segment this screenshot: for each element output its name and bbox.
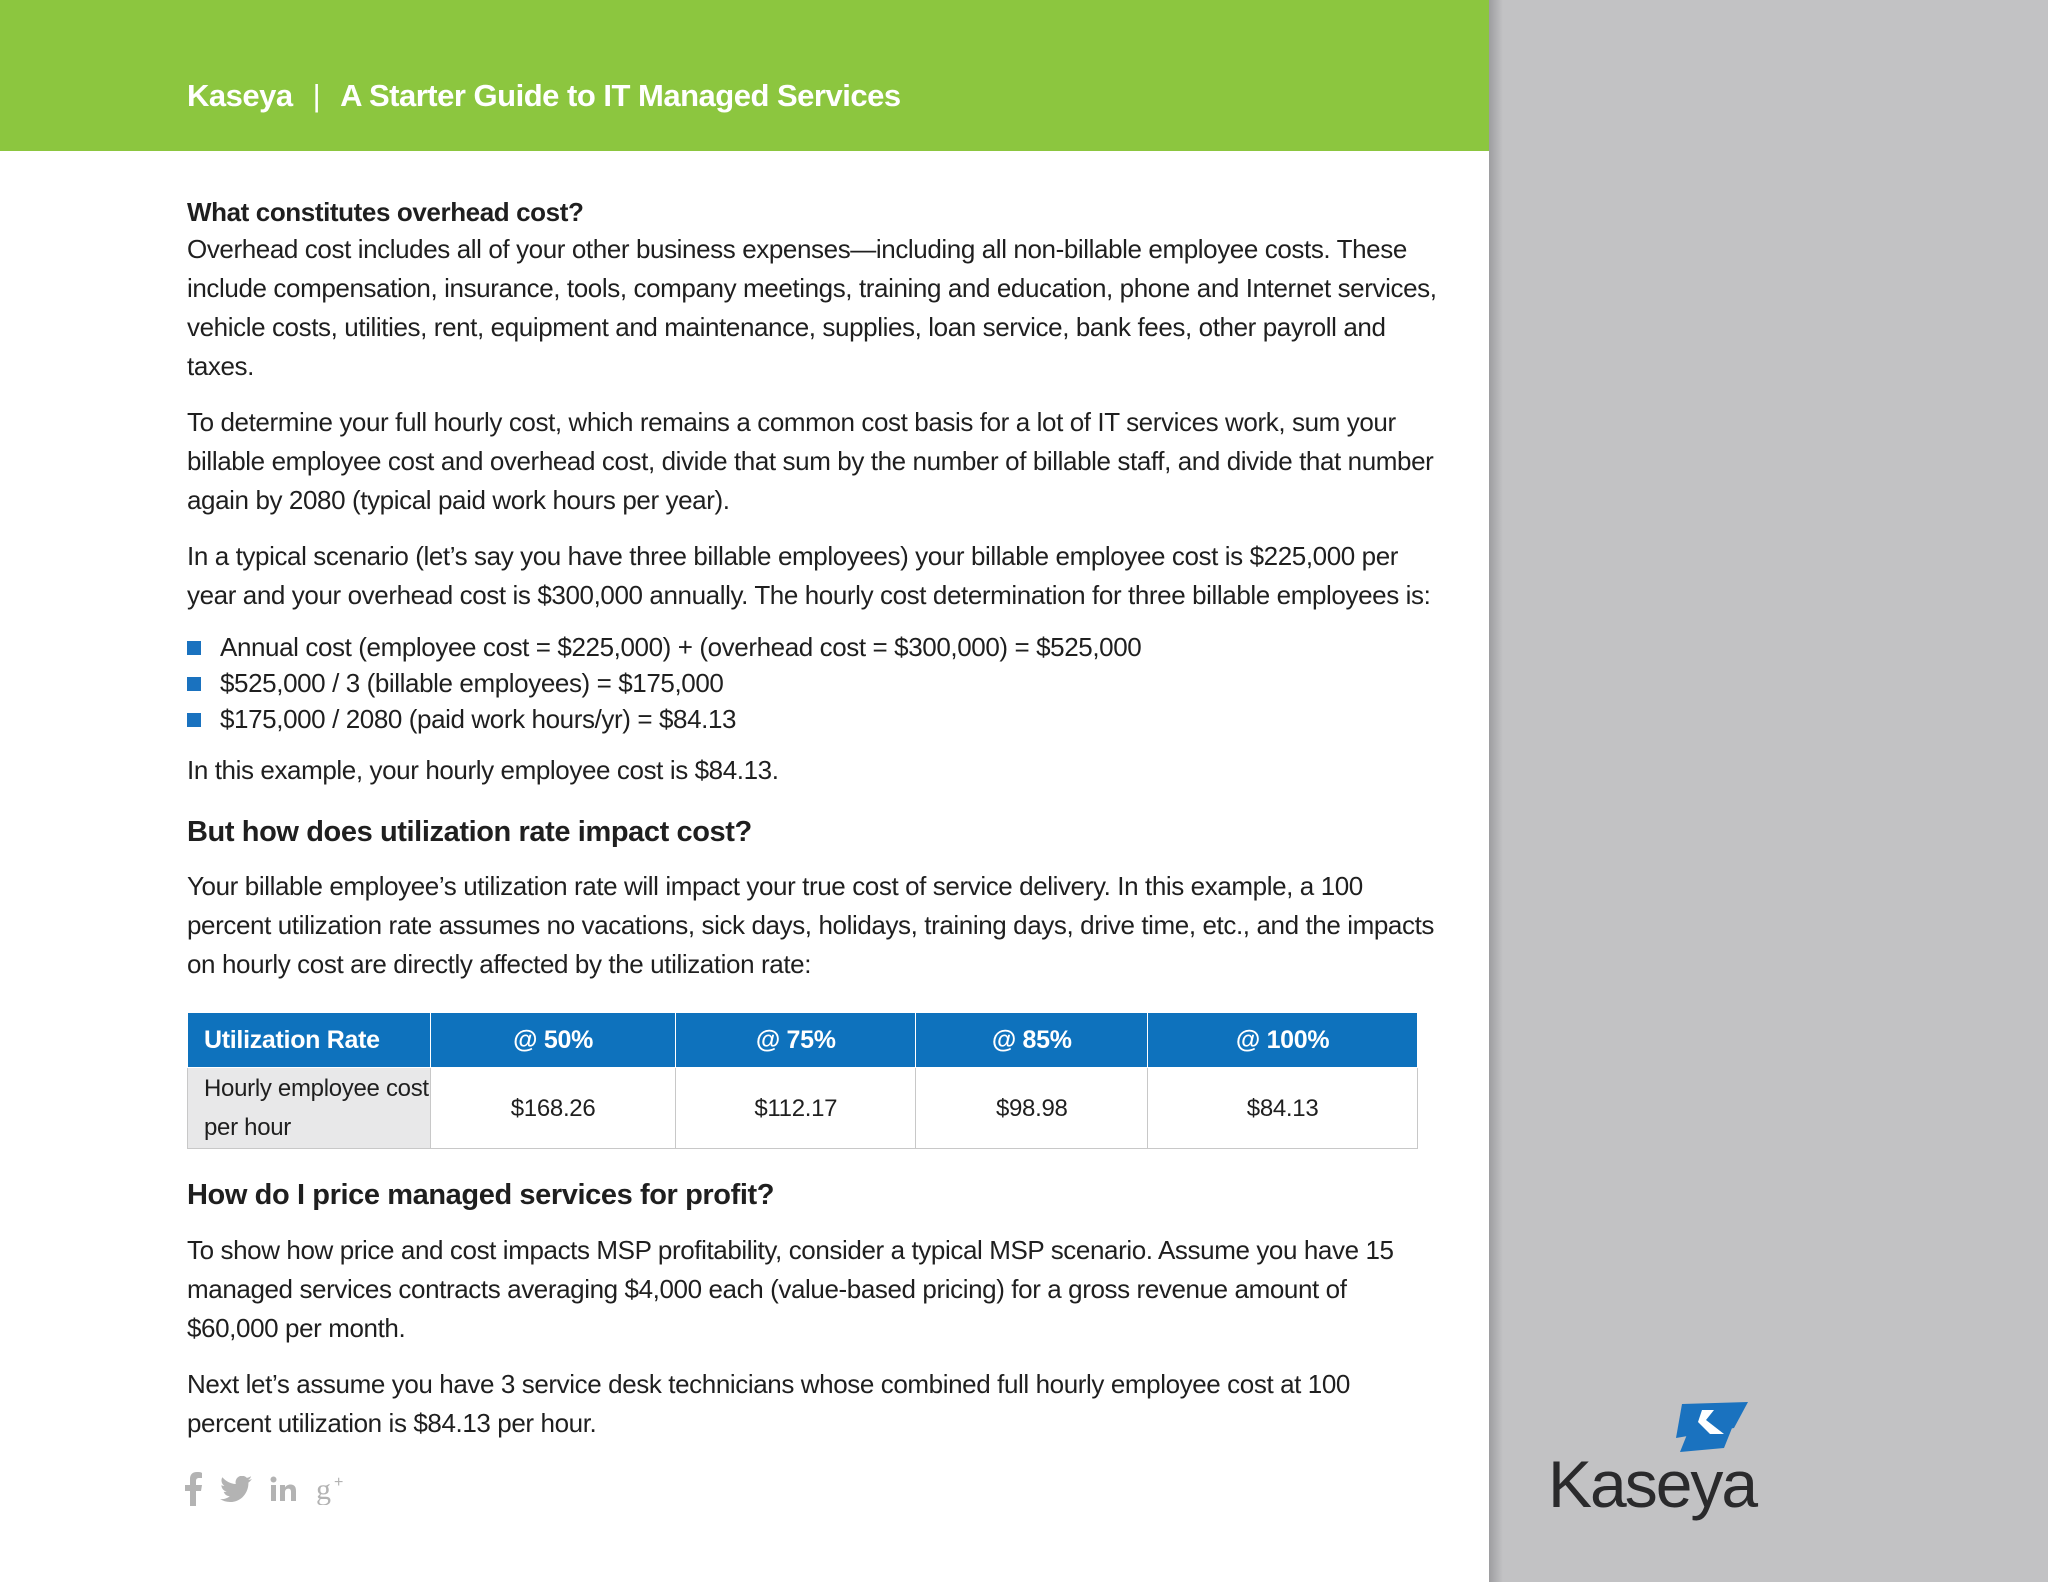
table-header-row	[188, 1013, 1418, 1068]
header-separator: |	[312, 78, 321, 113]
kaseya-logo	[1548, 1398, 1758, 1521]
header-bar	[0, 0, 1489, 151]
utilization-table	[187, 1012, 1418, 1149]
kaseya-wordmark: Kaseya	[1548, 1447, 1757, 1521]
table-cell: Hourly employee cost per hour	[188, 1068, 431, 1149]
paragraph: Next let’s assume you have 3 service desk technicians whose combined full hourly employee cost at 100 percent utilization is $84.13 per hour.	[187, 1369, 1350, 1438]
table-row	[188, 1068, 1418, 1149]
list-item: $525,000 / 3 (billable employees) = $175,000	[187, 665, 1437, 701]
table-header-cell: @ 75%	[676, 1013, 916, 1068]
section-heading-overhead: What constitutes overhead cost?	[187, 197, 584, 227]
google-plus-icon[interactable]	[316, 1473, 350, 1510]
list-item: Annual cost (employee cost = $225,000) + (overhead cost = $300,000) = $525,000	[187, 629, 1437, 665]
table-cell: $84.13	[1148, 1068, 1418, 1149]
list-item: $175,000 / 2080 (paid work hours/yr) = $84.13	[187, 701, 1437, 737]
bullet-list	[187, 629, 1437, 737]
linkedin-icon[interactable]	[270, 1475, 298, 1508]
header-brand: Kaseya	[187, 78, 293, 113]
paragraph: In a typical scenario (let’s say you have three billable employees) your billable employee cost is $225,000 per year and your overhead cost is $300,000 annually. The hourly cost determination for three billable employees is:	[187, 541, 1431, 610]
table-header-cell: @ 85%	[916, 1013, 1148, 1068]
header-guide-title: A Starter Guide to IT Managed Services	[340, 78, 901, 113]
table-cell: $112.17	[676, 1068, 916, 1149]
table-header-cell: @ 50%	[431, 1013, 676, 1068]
paragraph: To show how price and cost impacts MSP profitability, consider a typical MSP scenario. Assume you have 15 managed services contracts averaging $4,000 each (value-based pricing) for a gross revenue amount of $60,000 per month.	[187, 1235, 1394, 1343]
sidebar-shadow	[1489, 0, 1503, 1582]
svg-text:g: g	[316, 1473, 331, 1505]
social-links	[184, 1472, 350, 1511]
sidebar-panel	[1489, 0, 2048, 1582]
table-cell: $98.98	[916, 1068, 1148, 1149]
header-title	[187, 78, 901, 114]
main-content	[187, 190, 1437, 1443]
table-header-cell: @ 100%	[1148, 1013, 1418, 1068]
twitter-icon[interactable]	[220, 1476, 252, 1507]
paragraph: In this example, your hourly employee cost is $84.13.	[187, 755, 779, 785]
section-heading-pricing: How do I price managed services for profit?	[187, 1179, 775, 1211]
svg-text:+: +	[334, 1474, 344, 1491]
table-cell: $168.26	[431, 1068, 676, 1149]
paragraph: To determine your full hourly cost, which remains a common cost basis for a lot of IT services work, sum your billable employee cost and overhead cost, divide that sum by the number of billable staff, and divide that number again by 2080 (typical paid work hours per year).	[187, 407, 1434, 515]
table-header-cell: Utilization Rate	[188, 1013, 431, 1068]
facebook-icon[interactable]	[184, 1472, 202, 1511]
section-heading-utilization: But how does utilization rate impact cost?	[187, 816, 752, 848]
paragraph: Overhead cost includes all of your other business expenses—including all non-billable employee costs. These include compensation, insurance, tools, company meetings, training and education, phone and Internet services, vehicle costs, utilities, rent, equipment and maintenance, supplies, loan service, bank fees, other payroll and taxes.	[187, 234, 1437, 381]
paragraph: Your billable employee’s utilization rate will impact your true cost of service delivery. In this example, a 100 percent utilization rate assumes no vacations, sick days, holidays, training days, drive time, etc., and the impacts on hourly cost are directly affected by the utilization rate:	[187, 871, 1434, 979]
